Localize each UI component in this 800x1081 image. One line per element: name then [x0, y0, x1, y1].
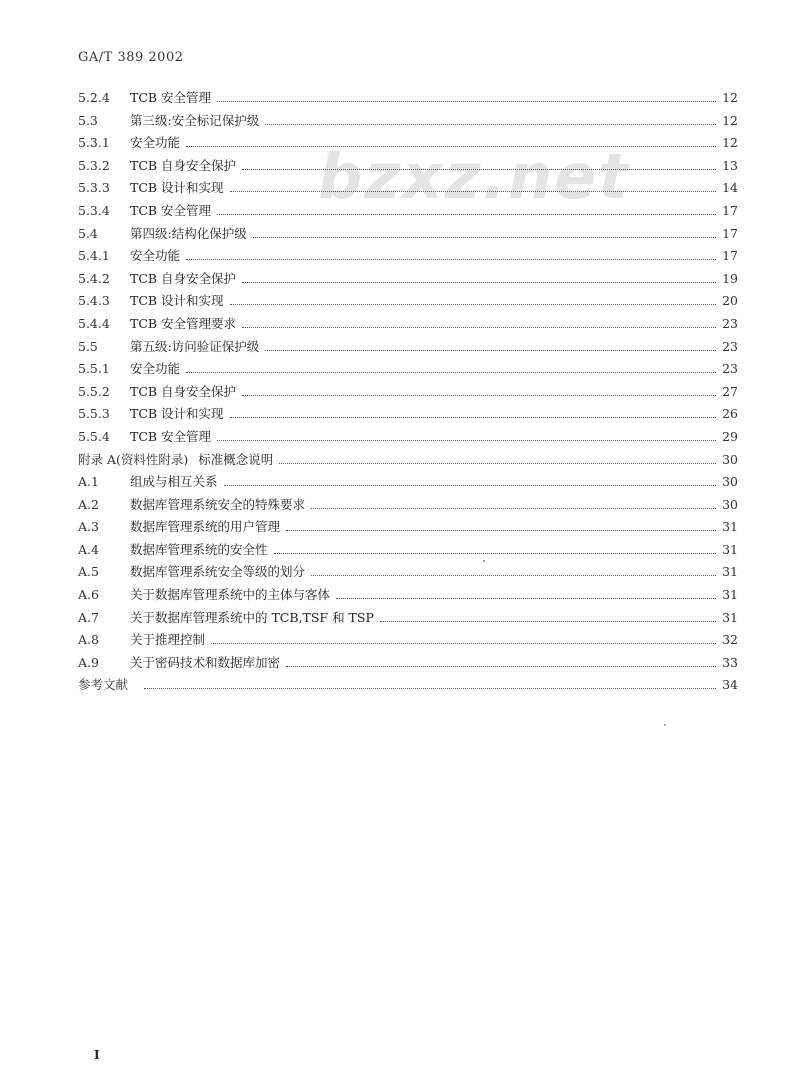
toc-leader-dots — [380, 620, 716, 622]
toc-entry-page: 19 — [722, 270, 738, 286]
toc-entry-page: 30 — [722, 451, 738, 467]
toc-entry-title: 数据库管理系统的用户管理 — [130, 519, 281, 535]
toc-leader-dots — [217, 439, 716, 441]
toc-leader-dots — [274, 552, 716, 554]
toc-entry-number: 5.3 — [78, 112, 98, 128]
table-of-contents — [78, 88, 738, 698]
toc-entry-page: 33 — [722, 654, 738, 670]
toc-entry[interactable] — [78, 88, 738, 111]
toc-entry-title: 第四级:结构化保护级 — [130, 225, 247, 241]
toc-leader-dots — [144, 687, 716, 689]
toc-entry[interactable] — [78, 517, 738, 540]
toc-leader-dots — [279, 462, 716, 464]
toc-entry[interactable] — [78, 337, 738, 360]
toc-entry-page: 31 — [722, 587, 738, 603]
toc-leader-dots — [211, 642, 716, 644]
toc-entry-page: 23 — [722, 315, 738, 331]
toc-entry-page: 12 — [722, 112, 738, 128]
toc-entry-number: A.5 — [78, 564, 99, 580]
toc-entry-number: 5.4.4 — [78, 315, 110, 331]
toc-leader-dots — [242, 168, 716, 170]
toc-entry-title: 数据库管理系统安全的特殊要求 — [130, 496, 306, 512]
toc-entry-number: A.9 — [78, 654, 99, 670]
toc-entry[interactable] — [78, 156, 738, 179]
toc-entry-page: 31 — [722, 564, 738, 580]
toc-entry-page: 31 — [722, 609, 738, 625]
toc-entry-page: 23 — [722, 361, 738, 377]
toc-leader-dots — [311, 574, 716, 576]
standard-code-header: GA/T 389 2002 — [78, 50, 184, 65]
toc-entry-title: 数据库管理系统安全等级的划分 — [130, 564, 306, 580]
toc-entry-page: 31 — [722, 541, 738, 557]
toc-entry-title: TCB 设计和实现 — [130, 293, 224, 309]
toc-leader-dots — [253, 236, 716, 238]
toc-entry-page: 26 — [722, 406, 738, 422]
toc-entry[interactable] — [78, 246, 738, 269]
toc-leader-dots — [311, 507, 716, 509]
toc-entry-title: 第五级:访问验证保护级 — [130, 338, 260, 354]
toc-entry[interactable] — [78, 450, 738, 473]
toc-entry-number: A.2 — [78, 496, 99, 512]
toc-entry-number: 5.5.1 — [78, 361, 110, 377]
toc-entry-number: 参考文献 — [78, 677, 129, 693]
toc-entry[interactable] — [78, 675, 738, 698]
toc-entry-number: A.4 — [78, 541, 99, 557]
toc-entry-number: A.7 — [78, 609, 99, 625]
toc-leader-dots — [230, 303, 716, 305]
toc-entry-title: TCB 自身安全保护 — [130, 270, 237, 286]
toc-entry-title: TCB 设计和实现 — [130, 406, 224, 422]
toc-leader-dots — [265, 349, 716, 351]
toc-entry-title: 组成与相互关系 — [130, 474, 218, 490]
toc-entry[interactable] — [78, 178, 738, 201]
toc-leader-dots — [242, 281, 716, 283]
toc-leader-dots — [242, 394, 716, 396]
toc-leader-dots — [336, 597, 716, 599]
toc-entry-page: 30 — [722, 474, 738, 490]
toc-entry-title: 第三级:安全标记保护级 — [130, 112, 260, 128]
watermark: bzxz.net — [318, 140, 630, 213]
toc-entry-page: 12 — [722, 135, 738, 151]
toc-entry-page: 17 — [722, 225, 738, 241]
toc-entry-number: 5.3.3 — [78, 180, 110, 196]
toc-entry-number: 5.3.1 — [78, 135, 110, 151]
toc-leader-dots — [186, 371, 716, 373]
toc-entry-page: 13 — [722, 157, 738, 173]
toc-entry-number: 5.2.4 — [78, 90, 110, 105]
toc-entry[interactable] — [78, 201, 738, 224]
toc-entry-page: 32 — [722, 632, 738, 648]
toc-entry-number: A.6 — [78, 587, 99, 603]
toc-entry-title: TCB 安全管理 — [130, 428, 212, 444]
toc-entry[interactable] — [78, 359, 738, 382]
toc-entry-title: TCB 自身安全保护 — [130, 383, 237, 399]
toc-entry-number: 5.4.1 — [78, 248, 110, 264]
toc-entry-title: TCB 设计和实现 — [130, 180, 224, 196]
toc-entry-title: 标准概念说明 — [198, 451, 274, 467]
toc-entry[interactable] — [78, 314, 738, 337]
toc-leader-dots — [286, 529, 716, 531]
toc-entry-title: 安全功能 — [130, 135, 181, 151]
toc-leader-dots — [286, 665, 716, 667]
toc-entry[interactable] — [78, 585, 738, 608]
toc-leader-dots — [230, 190, 716, 192]
toc-entry[interactable] — [78, 291, 738, 314]
toc-entry[interactable] — [78, 562, 738, 585]
toc-entry[interactable] — [78, 269, 738, 292]
toc-entry-number: 5.5.2 — [78, 383, 110, 399]
toc-leader-dots — [217, 100, 716, 102]
toc-entry-number: 5.5.3 — [78, 406, 110, 422]
toc-entry-number: 5.4 — [78, 225, 98, 241]
toc-entry[interactable] — [78, 133, 738, 156]
toc-entry-number: A.3 — [78, 519, 99, 535]
toc-leader-dots — [242, 326, 716, 328]
toc-entry-page: 29 — [722, 428, 738, 444]
toc-entry-title: TCB 安全管理 — [130, 202, 212, 218]
toc-entry-page: 30 — [722, 496, 738, 512]
toc-entry-title: 关于数据库管理系统中的主体与客体 — [130, 587, 331, 603]
toc-leader-dots — [224, 484, 716, 486]
toc-entry-page: 31 — [722, 519, 738, 535]
toc-entry-title: 安全功能 — [130, 248, 181, 264]
toc-entry-page: 20 — [722, 293, 738, 309]
toc-leader-dots — [230, 416, 716, 418]
toc-entry-page: 23 — [722, 338, 738, 354]
toc-entry[interactable] — [78, 495, 738, 518]
toc-entry-title: 关于推理控制 — [130, 632, 206, 648]
page-number: I — [94, 1048, 100, 1062]
toc-leader-dots — [186, 258, 716, 260]
toc-entry-title: 安全功能 — [130, 361, 181, 377]
toc-entry-page: 14 — [722, 180, 738, 196]
toc-entry[interactable] — [78, 608, 738, 631]
toc-entry-number: 5.3.2 — [78, 157, 110, 173]
toc-entry[interactable] — [78, 427, 738, 450]
toc-entry-number: A.8 — [78, 632, 99, 648]
toc-entry-page: 27 — [722, 383, 738, 399]
toc-entry[interactable] — [78, 224, 738, 247]
scan-speck — [664, 724, 666, 726]
toc-entry-title: 关于密码技术和数据库加密 — [130, 654, 281, 670]
toc-entry[interactable] — [78, 404, 738, 427]
toc-entry-number: 5.4.3 — [78, 293, 110, 309]
toc-entry-page: 34 — [722, 677, 738, 693]
toc-entry-page: 12 — [722, 90, 738, 105]
toc-entry[interactable] — [78, 382, 738, 405]
toc-entry[interactable] — [78, 653, 738, 676]
toc-entry-page: 17 — [722, 202, 738, 218]
toc-entry-title: TCB 自身安全保护 — [130, 157, 237, 173]
toc-entry-page: 17 — [722, 248, 738, 264]
toc-entry-number: 5.3.4 — [78, 202, 110, 218]
toc-entry-title: 关于数据库管理系统中的 TCB,TSF 和 TSP — [130, 609, 374, 625]
toc-leader-dots — [217, 213, 716, 215]
toc-leader-dots — [265, 123, 716, 125]
toc-entry-number: A.1 — [78, 474, 99, 490]
toc-entry-number: 5.5 — [78, 338, 98, 354]
toc-entry[interactable] — [78, 472, 738, 495]
toc-entry-title: 数据库管理系统的安全性 — [130, 541, 268, 557]
toc-leader-dots — [186, 145, 716, 147]
toc-entry-title: TCB 安全管理 — [130, 90, 212, 105]
toc-entry-number: 5.5.4 — [78, 428, 110, 444]
toc-entry-number: 5.4.2 — [78, 270, 110, 286]
toc-entry[interactable] — [78, 540, 738, 563]
toc-entry[interactable] — [78, 630, 738, 653]
toc-entry-number: 附录 A(资料性附录) — [78, 451, 189, 467]
toc-entry[interactable] — [78, 111, 738, 134]
toc-entry-title: TCB 安全管理要求 — [130, 315, 237, 331]
